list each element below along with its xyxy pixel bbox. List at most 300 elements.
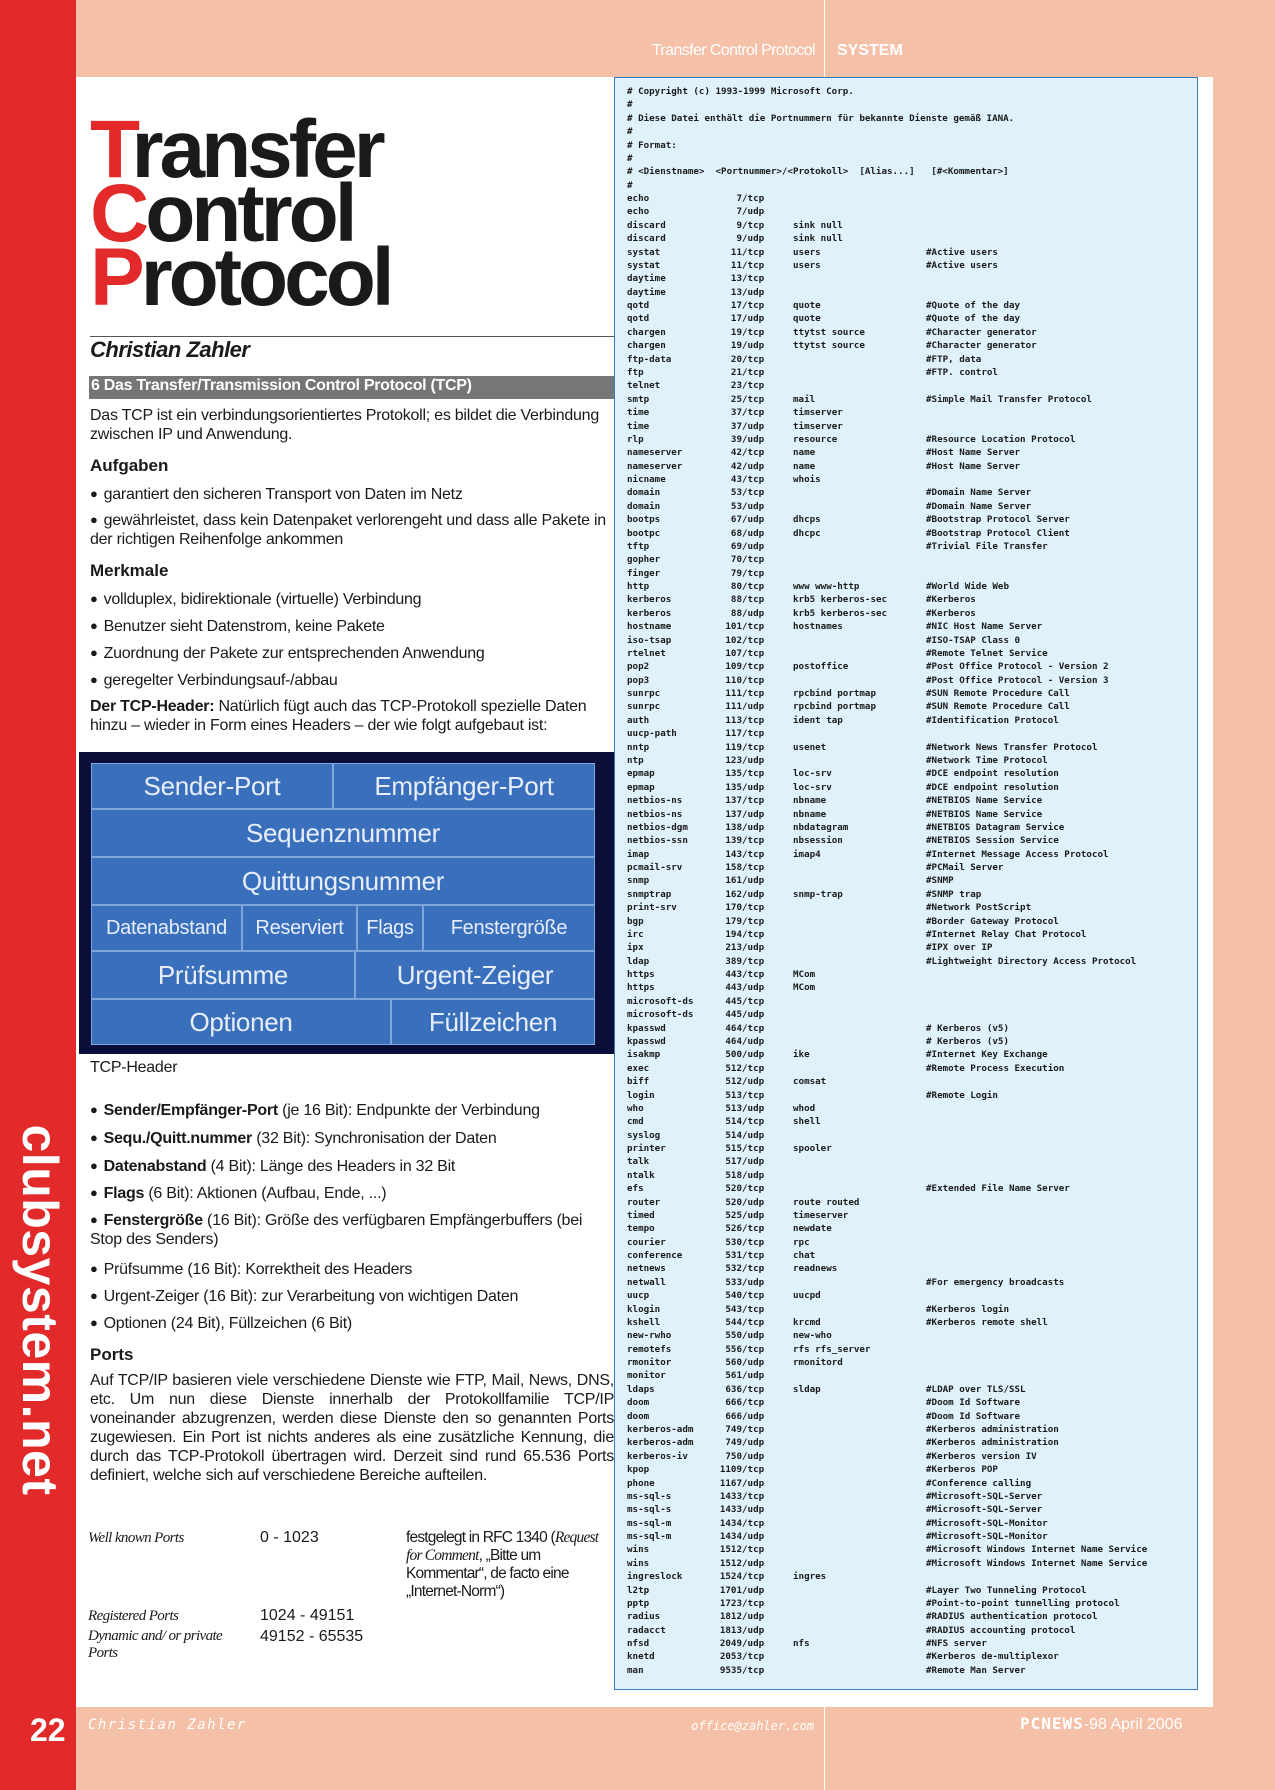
service-port-number: 17 [730, 300, 742, 312]
field-desc: (4 Bit): Länge des Headers in 32 Bit [206, 1158, 456, 1175]
service-name: kerberos [627, 594, 672, 606]
service-protocol: /tcp [742, 928, 765, 940]
service-protocol: /tcp [742, 1397, 765, 1409]
sidebar-brand-text: clubsystem.net [12, 1124, 68, 1496]
service-protocol: /udp [742, 1531, 765, 1543]
service-comment: #Microsoft-SQL-Server [926, 1504, 1043, 1516]
service-protocol: /udp [742, 942, 765, 954]
service-port-number: 500 [725, 1049, 742, 1061]
service-comment: #Kerberos de-multiplexor [926, 1651, 1059, 1663]
service-port-number: 1434 [719, 1517, 742, 1529]
service-protocol: /udp [742, 420, 765, 432]
service-name: new-rwho [627, 1330, 672, 1342]
service-name: gopher [627, 554, 661, 566]
service-protocol: /udp [742, 821, 765, 833]
service-name: auth [627, 714, 650, 726]
service-port-number: 111 [725, 701, 742, 713]
service-comment: #PCMail Server [926, 862, 1004, 874]
service-protocol: /udp [742, 1624, 765, 1636]
services-comment-line: # <Dienstname> <Portnummer>/<Protokoll> [Alias...] [#<Kommentar>] [627, 166, 1009, 178]
service-port-number: 1434 [719, 1531, 742, 1543]
port-range-label: Registered Ports [88, 1608, 179, 1624]
service-port-number: 1109 [719, 1464, 742, 1476]
service-port-number: 13 [730, 273, 742, 285]
field-item [90, 1260, 614, 1279]
service-protocol: /udp [742, 1437, 765, 1449]
service-port-number: 42 [730, 447, 742, 459]
service-name: kerberos [627, 607, 672, 619]
service-name: https [627, 969, 655, 981]
service-protocol: /udp [742, 1410, 765, 1422]
service-comment: #NETBIOS Name Service [926, 795, 1043, 807]
note-part: festgelegt in RFC 1340 ( [406, 1529, 555, 1546]
diagram-cell-sequence-number: Sequenznummer [91, 809, 595, 857]
service-name: discard [627, 233, 666, 245]
service-protocol: /tcp [742, 1089, 765, 1101]
service-comment: #Remote Login [926, 1089, 998, 1101]
service-port-number: 162 [725, 888, 742, 900]
service-port-number: 23 [730, 380, 742, 392]
service-alias: ttytst source [793, 326, 865, 338]
service-comment: #Active users [926, 259, 998, 271]
service-port-number: 666 [725, 1397, 742, 1409]
service-name: netnews [627, 1263, 666, 1275]
service-protocol: /tcp [742, 1464, 765, 1476]
service-port-number: 1433 [719, 1504, 742, 1516]
diagram-cell-checksum: Prüfsumme [91, 951, 355, 999]
service-name: kshell [627, 1316, 661, 1328]
service-name: monitor [627, 1370, 666, 1382]
service-name: systat [627, 259, 661, 271]
service-comment: #Border Gateway Protocol [926, 915, 1059, 927]
service-name: daytime [627, 273, 666, 285]
service-protocol: /udp [742, 1611, 765, 1623]
service-port-number: 749 [725, 1437, 742, 1449]
service-protocol: /udp [742, 875, 765, 887]
service-protocol: /tcp [742, 1183, 765, 1195]
service-port-number: 9 [736, 219, 742, 231]
service-comment: #Internet Message Access Protocol [926, 848, 1109, 860]
services-comment-line: # [627, 152, 633, 164]
ports-paragraph: Auf TCP/IP basieren viele verschiedene Dienste wie FTP, Mail, News, DNS, etc. Um nun diese Dienste innerhalb der Protokollfamilie TCP/IP voneinander abzugrenzen, werden diese Dienste den so genannten Ports zugewiesen. Ein Port ist nichts anderes als eine zusätzliche Kennung, die durch das TCP-Protokoll übertragen wird. Derzeit sind rund 65.536 Ports definiert, welche sich auf verschiedene Bereiche aufteilen. [90, 1372, 614, 1484]
service-comment: #Kerberos remote shell [926, 1316, 1048, 1328]
service-name: uucp [627, 1290, 650, 1302]
service-alias: sink null [793, 219, 843, 231]
service-port-number: 1167 [719, 1477, 742, 1489]
service-name: print-srv [627, 902, 677, 914]
service-name: echo [627, 193, 650, 205]
service-protocol: /tcp [742, 955, 765, 967]
service-alias: quote [793, 300, 821, 312]
service-alias: resource [793, 433, 838, 445]
service-name: netwall [627, 1276, 666, 1288]
service-protocol: /udp [742, 1076, 765, 1088]
service-alias: MCom [793, 969, 816, 981]
field-desc: (16 Bit): Größe des verfügbaren Empfängerbuffers (bei Stop des Senders) [90, 1212, 583, 1248]
service-name: systat [627, 246, 661, 258]
service-alias: hostnames [793, 621, 843, 633]
service-protocol: /tcp [742, 1116, 765, 1128]
service-port-number: 9 [736, 233, 742, 245]
service-alias: name [793, 447, 816, 459]
service-name: time [627, 407, 650, 419]
service-alias: imap4 [793, 848, 821, 860]
service-alias: readnews [793, 1263, 838, 1275]
service-port-number: 21 [730, 366, 742, 378]
merkmale-heading: Merkmale [90, 561, 169, 580]
field-desc: (32 Bit): Synchronisation der Daten [252, 1130, 497, 1147]
service-protocol: /tcp [742, 835, 765, 847]
service-comment: #Resource Location Protocol [926, 433, 1076, 445]
service-name: qotd [627, 313, 650, 325]
merkmale-item: ● geregelter Verbindungsauf-/abbau [90, 671, 614, 690]
service-comment: #For emergency broadcasts [926, 1276, 1065, 1288]
service-name: conference [627, 1250, 683, 1262]
services-comment-line: # Format: [627, 139, 677, 151]
diagram-cell-ack-number: Quittungsnummer [91, 857, 595, 905]
field-name: Sender/Empfänger-Port [103, 1102, 278, 1119]
service-comment: #Bootstrap Protocol Client [926, 527, 1070, 539]
service-name: wins [627, 1557, 650, 1569]
service-port-number: 19 [730, 340, 742, 352]
service-port-number: 1512 [719, 1557, 742, 1569]
title-rest-2: ontrol [145, 168, 354, 259]
service-protocol: /tcp [742, 661, 765, 673]
diagram-cell-reserved: Reserviert [242, 905, 357, 951]
field-item [90, 1129, 614, 1148]
service-protocol: /tcp [742, 688, 765, 700]
service-protocol: /tcp [742, 193, 765, 205]
service-protocol: /tcp [742, 1250, 765, 1262]
service-alias: rpcbind portmap [793, 688, 876, 700]
ports-heading: Ports [90, 1345, 134, 1364]
service-port-number: 88 [730, 607, 742, 619]
service-name: login [627, 1089, 655, 1101]
service-port-number: 79 [730, 567, 742, 579]
service-port-number: 109 [725, 661, 742, 673]
service-protocol: /tcp [742, 969, 765, 981]
service-port-number: 556 [725, 1343, 742, 1355]
service-alias: MCom [793, 982, 816, 994]
service-name: bgp [627, 915, 644, 927]
service-comment: #IPX over IP [926, 942, 993, 954]
field-name: Flags [103, 1185, 145, 1202]
service-name: kpop [627, 1464, 650, 1476]
service-alias: timserver [793, 407, 843, 419]
service-port-number: 544 [725, 1316, 742, 1328]
service-name: wins [627, 1544, 650, 1556]
service-name: imap [627, 848, 650, 860]
service-name: iso-tsap [627, 634, 672, 646]
aufgaben-item: ● gewährleistet, dass kein Datenpaket verlorengeht und dass alle Pakete in der richtigen Reihenfolge ankommen [90, 511, 614, 549]
service-alias: krb5 kerberos-sec [793, 594, 888, 606]
service-protocol: /udp [742, 514, 765, 526]
title-cap-3: P [90, 232, 141, 323]
service-name: klogin [627, 1303, 661, 1315]
service-name: timed [627, 1209, 655, 1221]
service-comment: #Kerberos [926, 607, 976, 619]
services-comment-line: # [627, 179, 633, 191]
diagram-caption: TCP-Header [90, 1059, 178, 1076]
service-alias: quote [793, 313, 821, 325]
field-name: Datenabstand [103, 1158, 207, 1175]
service-alias: whois [793, 474, 821, 486]
service-name: tftp [627, 540, 650, 552]
service-alias: shell [793, 1116, 821, 1128]
service-protocol: /tcp [742, 326, 765, 338]
service-comment: #Post Office Protocol - Version 2 [926, 661, 1109, 673]
service-port-number: 517 [725, 1156, 742, 1168]
service-alias: rfs rfs_server [793, 1343, 871, 1355]
service-name: rlp [627, 433, 644, 445]
service-alias: nbsession [793, 835, 843, 847]
service-alias: timeserver [793, 1209, 849, 1221]
service-protocol: /udp [742, 1196, 765, 1208]
service-name: http [627, 581, 650, 593]
service-name: ms-sql-m [627, 1517, 672, 1529]
service-protocol: /tcp [742, 647, 765, 659]
service-protocol: /tcp [742, 246, 765, 258]
service-protocol: /udp [742, 1330, 765, 1342]
service-protocol: /tcp [742, 487, 765, 499]
services-comment-line: # [627, 126, 633, 138]
service-protocol: /udp [742, 1504, 765, 1516]
service-port-number: 749 [725, 1424, 742, 1435]
service-protocol: /tcp [742, 1664, 765, 1676]
field-item [90, 1314, 614, 1333]
service-protocol: /udp [742, 1584, 765, 1596]
merkmale-item: ● Zuordnung der Pakete zur entsprechenden Anwendung [90, 644, 614, 663]
service-name: hostname [627, 621, 672, 633]
service-comment: #Remote Telnet Service [926, 647, 1048, 659]
service-comment: #Kerberos administration [926, 1437, 1059, 1449]
service-alias: usenet [793, 741, 827, 753]
service-port-number: 7 [736, 193, 742, 205]
service-port-number: 520 [725, 1196, 742, 1208]
service-alias: name [793, 460, 816, 472]
service-port-number: 11 [730, 259, 742, 271]
service-alias: sink null [793, 233, 843, 245]
service-alias: spooler [793, 1143, 832, 1155]
service-protocol: /udp [742, 313, 765, 325]
service-alias: snmp-trap [793, 888, 843, 900]
service-alias: new-who [793, 1330, 832, 1342]
service-protocol: /tcp [742, 634, 765, 646]
service-protocol: /tcp [742, 273, 765, 285]
service-alias: ident tap [793, 714, 843, 726]
field-desc: Prüfsumme (16 Bit): Korrektheit des Headers [103, 1261, 413, 1278]
service-port-number: 110 [725, 674, 742, 686]
service-comment: #NFS server [926, 1638, 987, 1650]
service-alias: www www-http [793, 581, 860, 593]
port-range-label: Well known Ports [88, 1530, 184, 1546]
tcp-header-intro [90, 697, 614, 735]
service-protocol: /tcp [742, 407, 765, 419]
service-protocol: /tcp [742, 554, 765, 566]
intro-paragraph: Das TCP ist ein verbindungsorientiertes Protokoll; es bildet die Verbindung zwischen IP und Anwendung. [90, 407, 599, 443]
service-comment: #Network News Transfer Protocol [926, 741, 1098, 753]
service-name: isakmp [627, 1049, 661, 1061]
service-protocol: /tcp [742, 915, 765, 927]
service-comment: #Quote of the day [926, 313, 1021, 325]
service-comment: #Kerberos login [926, 1303, 1009, 1315]
service-name: sunrpc [627, 701, 661, 713]
service-comment: #Microsoft Windows Internet Name Service [926, 1557, 1148, 1569]
service-comment: #ISO-TSAP Class 0 [926, 634, 1021, 646]
service-protocol: /tcp [742, 862, 765, 874]
service-comment: #Host Name Server [926, 447, 1021, 459]
service-comment: #Character generator [926, 340, 1037, 352]
header-divider [824, 0, 825, 77]
service-name: router [627, 1196, 661, 1208]
service-comment: #Domain Name Server [926, 500, 1032, 512]
service-protocol: /tcp [742, 995, 765, 1007]
service-port-number: 69 [730, 540, 742, 552]
service-protocol: /tcp [742, 1597, 765, 1609]
field-item [90, 1157, 614, 1176]
service-name: microsoft-ds [627, 995, 694, 1007]
service-name: doom [627, 1397, 650, 1409]
service-name: pcmail-srv [627, 862, 683, 874]
footer-divider [824, 1707, 825, 1790]
service-name: rmonitor [627, 1357, 672, 1369]
service-name: cmd [627, 1116, 644, 1128]
service-comment: #SUN Remote Procedure Call [926, 701, 1070, 713]
footer-issue [1020, 1714, 1183, 1734]
tcp-header-diagram [79, 752, 614, 1054]
service-comment: #Internet Relay Chat Protocol [926, 928, 1087, 940]
service-comment: #Identification Protocol [926, 714, 1059, 726]
service-name: nicname [627, 474, 666, 486]
service-protocol: /udp [742, 1102, 765, 1114]
port-range-note [406, 1529, 608, 1601]
service-alias: dhcpc [793, 527, 821, 539]
service-name: sunrpc [627, 688, 661, 700]
service-port-number: 560 [725, 1357, 742, 1369]
footer-email: office@zahler.com [691, 1719, 814, 1733]
service-protocol: /tcp [742, 581, 765, 593]
service-alias: nbname [793, 795, 827, 807]
service-comment: #Network Time Protocol [926, 755, 1048, 766]
service-protocol: /tcp [742, 300, 765, 312]
service-comment: #NIC Host Name Server [926, 621, 1043, 633]
footer-author: Christian Zahler [88, 1717, 247, 1733]
service-comment: #Point-to-point tunnelling protocol [926, 1597, 1120, 1609]
service-protocol: /udp [742, 206, 765, 218]
service-port-number: 550 [725, 1330, 742, 1342]
page-number: 22 [30, 1712, 66, 1748]
service-port-number: 513 [725, 1102, 742, 1114]
service-protocol: /tcp [742, 621, 765, 633]
service-protocol: /tcp [742, 1490, 765, 1502]
service-alias: nbname [793, 808, 827, 820]
service-name: epmap [627, 768, 655, 780]
service-port-number: 525 [725, 1209, 742, 1221]
service-protocol: /tcp [742, 795, 765, 807]
service-protocol: /tcp [742, 219, 765, 231]
service-comment: #World Wide Web [926, 581, 1009, 593]
service-comment: #Character generator [926, 326, 1037, 338]
service-name: courier [627, 1236, 666, 1248]
merkmale-item: ● Benutzer sieht Datenstrom, keine Pakete [90, 617, 614, 636]
service-protocol: /udp [742, 888, 765, 900]
service-alias: newdate [793, 1223, 832, 1235]
service-protocol: /udp [742, 701, 765, 713]
diagram-cell-sender-port: Sender-Port [91, 763, 333, 809]
service-name: ldap [627, 955, 650, 967]
service-alias: postoffice [793, 661, 849, 673]
service-port-number: 1813 [719, 1624, 742, 1636]
service-name: bootpc [627, 527, 661, 539]
service-protocol: /tcp [742, 1424, 765, 1435]
service-port-number: 750 [725, 1450, 742, 1462]
service-name: pptp [627, 1597, 650, 1609]
service-name: chargen [627, 326, 666, 338]
service-name: ms-sql-s [627, 1490, 672, 1502]
service-port-number: 67 [730, 514, 742, 526]
service-port-number: 43 [730, 474, 742, 486]
service-port-number: 443 [725, 982, 742, 994]
service-comment: #Host Name Server [926, 460, 1021, 472]
service-protocol: /udp [742, 781, 765, 793]
service-comment: #Kerberos version IV [926, 1450, 1037, 1462]
service-comment: # Kerberos (v5) [926, 1022, 1009, 1034]
service-comment: #Simple Mail Transfer Protocol [926, 393, 1092, 405]
footer-issue-brand: PCNEWS [1020, 1714, 1084, 1733]
title-rest-3: rotocol [140, 232, 391, 323]
service-comment: #Layer Two Tunneling Protocol [926, 1584, 1087, 1596]
service-protocol: /udp [742, 1209, 765, 1221]
service-name: https [627, 982, 655, 994]
service-alias: comsat [793, 1076, 827, 1088]
service-port-number: 443 [725, 969, 742, 981]
service-protocol: /tcp [742, 741, 765, 753]
service-name: l2tp [627, 1584, 650, 1596]
service-alias: ingres [793, 1571, 827, 1583]
service-port-number: 512 [725, 1062, 742, 1074]
service-port-number: 464 [725, 1022, 742, 1034]
service-port-number: 138 [725, 821, 742, 833]
services-comment-line: # Copyright (c) 1993-1999 Microsoft Corp. [627, 86, 854, 97]
service-port-number: 213 [725, 942, 742, 954]
service-port-number: 13 [730, 286, 742, 298]
service-name: kerberos-adm [627, 1437, 694, 1449]
tcp-header-intro-text: Natürlich fügt auch das TCP-Protokoll spezielle Daten hinzu – wieder in Form eines Headers – der wie folgt aufgebaut ist: [90, 698, 587, 734]
service-comment: #Quote of the day [926, 300, 1021, 312]
service-port-number: 514 [725, 1129, 742, 1141]
service-comment: #RADIUS accounting protocol [926, 1624, 1076, 1636]
service-protocol: /udp [742, 1370, 765, 1382]
service-name: knetd [627, 1651, 655, 1663]
service-port-number: 143 [725, 848, 742, 860]
service-alias: loc-srv [793, 781, 832, 793]
service-protocol: /udp [742, 1450, 765, 1462]
service-port-number: 70 [730, 554, 742, 566]
service-port-number: 111 [725, 688, 742, 700]
service-port-number: 158 [725, 862, 742, 874]
diagram-cell-window-size: Fenstergröße [423, 905, 595, 951]
service-port-number: 37 [730, 420, 742, 432]
service-protocol: /udp [742, 340, 765, 352]
service-name: pop3 [627, 674, 650, 686]
service-comment: #Trivial File Transfer [926, 540, 1048, 552]
right-margin-band [1213, 77, 1275, 1707]
service-comment: #DCE endpoint resolution [926, 781, 1059, 793]
service-name: snmp [627, 875, 650, 887]
service-comment: #Kerberos administration [926, 1424, 1059, 1435]
service-protocol: /tcp [742, 1517, 765, 1529]
service-alias: rmonitord [793, 1357, 843, 1369]
